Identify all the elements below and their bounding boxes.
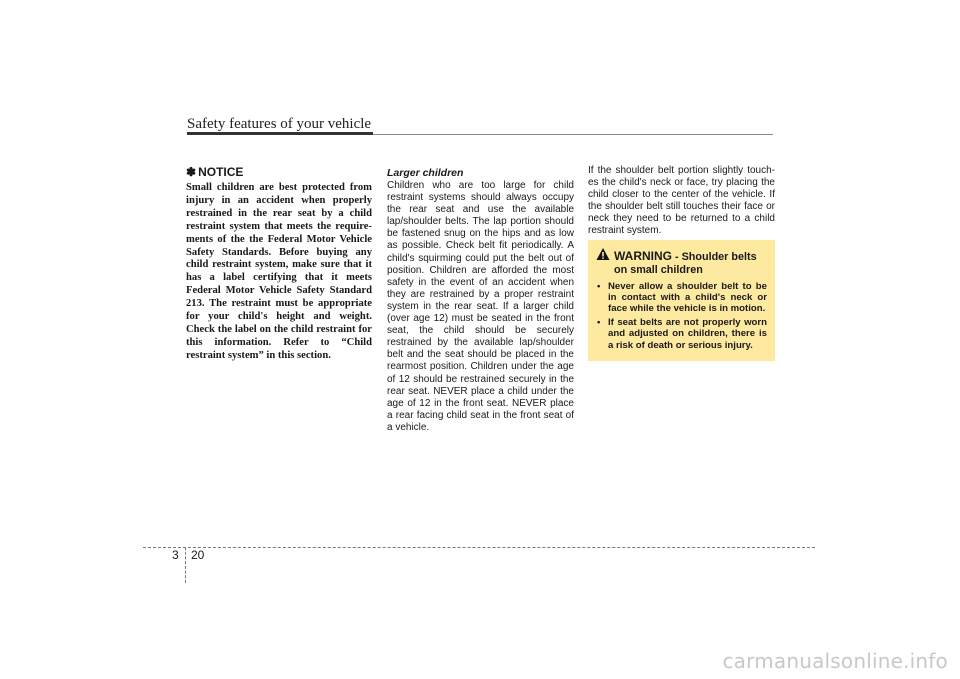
- notice-column: [186, 165, 372, 363]
- warning-box: [588, 240, 775, 361]
- page-number: 20: [191, 548, 205, 562]
- shoulder-belt-text: If the shoulder belt portion slightly touch-es the child's neck or face, try placing the child closer to the center of the vehicle. If the shoulder belt still touches their face or neck they need to be returned to a child restraint system.: [588, 165, 775, 237]
- watermark: carmanualsonline.info: [722, 649, 948, 673]
- notice-star-icon: ✽: [186, 165, 197, 179]
- shoulder-belt-column: [588, 165, 775, 238]
- warning-title: - Shoulder belts: [672, 251, 757, 263]
- larger-children-column: [387, 167, 574, 434]
- warning-heading: [596, 250, 767, 264]
- warning-item: • If seat belts are not properly worn and adjusted on children, there is a risk of death or serious injury.: [596, 317, 767, 351]
- warning-triangle-icon: [596, 247, 610, 261]
- warning-list: [596, 281, 767, 351]
- warning-item: • Never allow a shoulder belt to be in contact with a child's neck or face while the vehicle is in motion.: [596, 281, 767, 315]
- chapter-number: 3: [172, 548, 179, 562]
- warning-subtitle: on small children: [614, 263, 703, 276]
- footer-divider: [185, 547, 186, 583]
- notice-body: Small children are best protected from injury in an accident when properly restrained in the rear seat by a child restraint system that meets the require-ments of the the Federal Motor Vehicle Safety Standards. Before buying any child restraint system, make sure that it has a label certifying that it meets Federal Motor Vehicle Safety Standard 213. The restraint must be appropriate for your child's height and weight. Check the label on the child restraint for this information. Refer to “Child restraint system” in this section.: [186, 182, 372, 361]
- header-rule: [373, 134, 773, 135]
- notice-title: NOTICE: [198, 165, 244, 179]
- warning-word: WARNING: [614, 249, 672, 263]
- footer-rule: [143, 547, 815, 548]
- larger-children-body: Children who are too large for child restraint systems should always occupy the rear seat and use the available lap/shoulder belts. The lap portion should be fastened snug on the hips and as low as possible. Check belt fit periodically. A child's squirming could put the belt out of position. Children are afforded the most safety in the event of an accident when they are restrained by a proper restraint system in the rear seat. If a larger child (over age 12) must be seated in the front seat, the child should be securely restrained by the available lap/shoulder belt and the seat should be placed in the rearmost position. Children under the age of 12 should be restrained securely in the rear seat. NEVER place a child under the age of 12 in the front seat. NEVER place a rear facing child seat in the front seat of a vehicle.: [387, 180, 574, 433]
- larger-children-heading: Larger children: [387, 167, 464, 179]
- notice-heading: [186, 165, 372, 179]
- section-title: Safety features of your vehicle: [187, 116, 372, 132]
- header-bar: [187, 132, 373, 135]
